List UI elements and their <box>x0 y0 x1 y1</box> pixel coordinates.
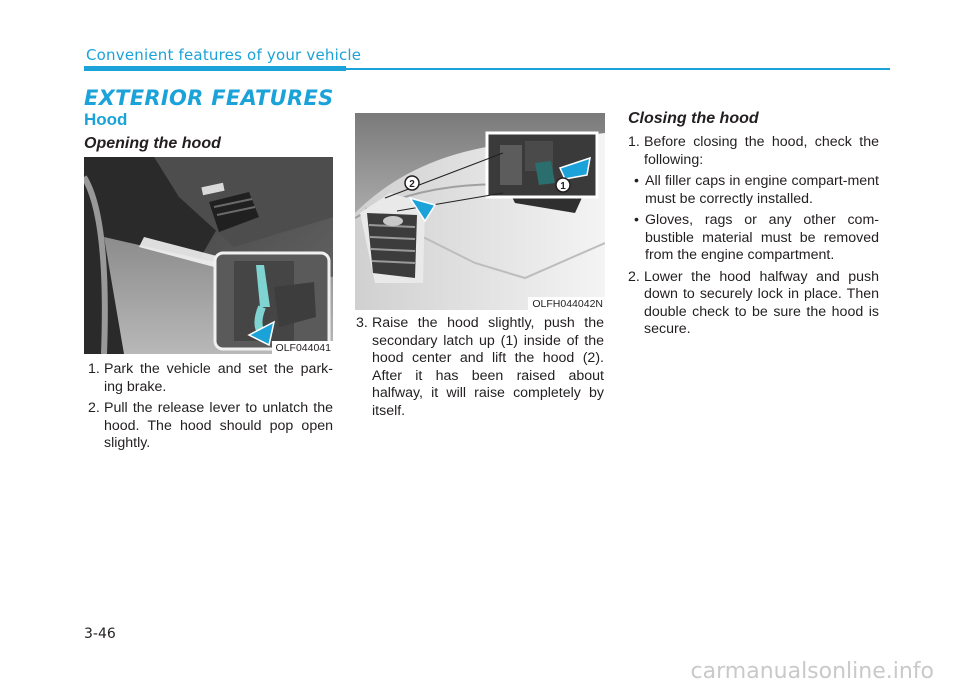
step-text: Park the vehicle and set the park-ing brake. <box>104 361 333 395</box>
step-number: 2. <box>628 268 640 285</box>
step-number: 2. <box>88 400 100 416</box>
watermark: carmanualsonline.info <box>690 659 934 684</box>
closing-steps <box>628 134 879 343</box>
checklist-item <box>628 173 879 208</box>
opening-hood-title: Opening the hood <box>84 135 221 152</box>
step-number: 3. <box>356 315 368 331</box>
opening-steps <box>88 361 333 457</box>
bullet-icon: • <box>634 212 639 228</box>
step-2 <box>88 400 333 453</box>
step-number: 1. <box>628 134 640 150</box>
step-1 <box>88 361 333 396</box>
step-number: 1. <box>88 361 100 377</box>
chapter-header: Convenient features of your vehicle <box>86 46 362 64</box>
section-title: EXTERIOR FEATURES <box>84 86 334 110</box>
step-text: Before closing the hood, check the following: <box>644 134 879 168</box>
header-accent-bar <box>84 66 346 71</box>
car-front-illustration <box>355 113 605 310</box>
page-number: 3-46 <box>84 626 116 642</box>
step-3 <box>356 315 604 420</box>
figure-code: OLFH044042N <box>528 297 605 310</box>
step-text: Raise the hood slightly, push the secondary latch up (1) inside of the hood center and lift the hood (2). After it has been raised about halfway, it will raise completely by itself. <box>372 315 604 419</box>
closing-step-1 <box>628 134 879 169</box>
callout-2: 2 <box>409 179 415 190</box>
callout-1: 1 <box>560 181 566 192</box>
checklist-text: Gloves, rags or any other com-bustible material must be removed from the engine compartment. <box>645 212 879 263</box>
closing-step-2 <box>628 269 879 339</box>
step-text: Pull the release lever to unlatch the hood. The hood should pop open slightly. <box>104 400 333 451</box>
closing-hood-title: Closing the hood <box>628 110 759 127</box>
bullet-icon: • <box>634 173 639 189</box>
step-text: Lower the hood halfway and push down to securely lock in place. Then double check to be sure the hood is secure. <box>644 268 879 337</box>
checklist-item <box>628 212 879 265</box>
figure-code: OLF044041 <box>272 341 333 354</box>
hood-release-lever-figure <box>84 157 333 354</box>
hood-latch-figure <box>355 113 605 310</box>
middle-steps <box>356 315 604 424</box>
subsection-title: Hood <box>84 110 128 129</box>
interior-footwell-illustration <box>84 157 333 354</box>
checklist-text: All filler caps in engine compart-ment must be correctly installed. <box>645 173 879 207</box>
header-rule <box>346 68 890 70</box>
